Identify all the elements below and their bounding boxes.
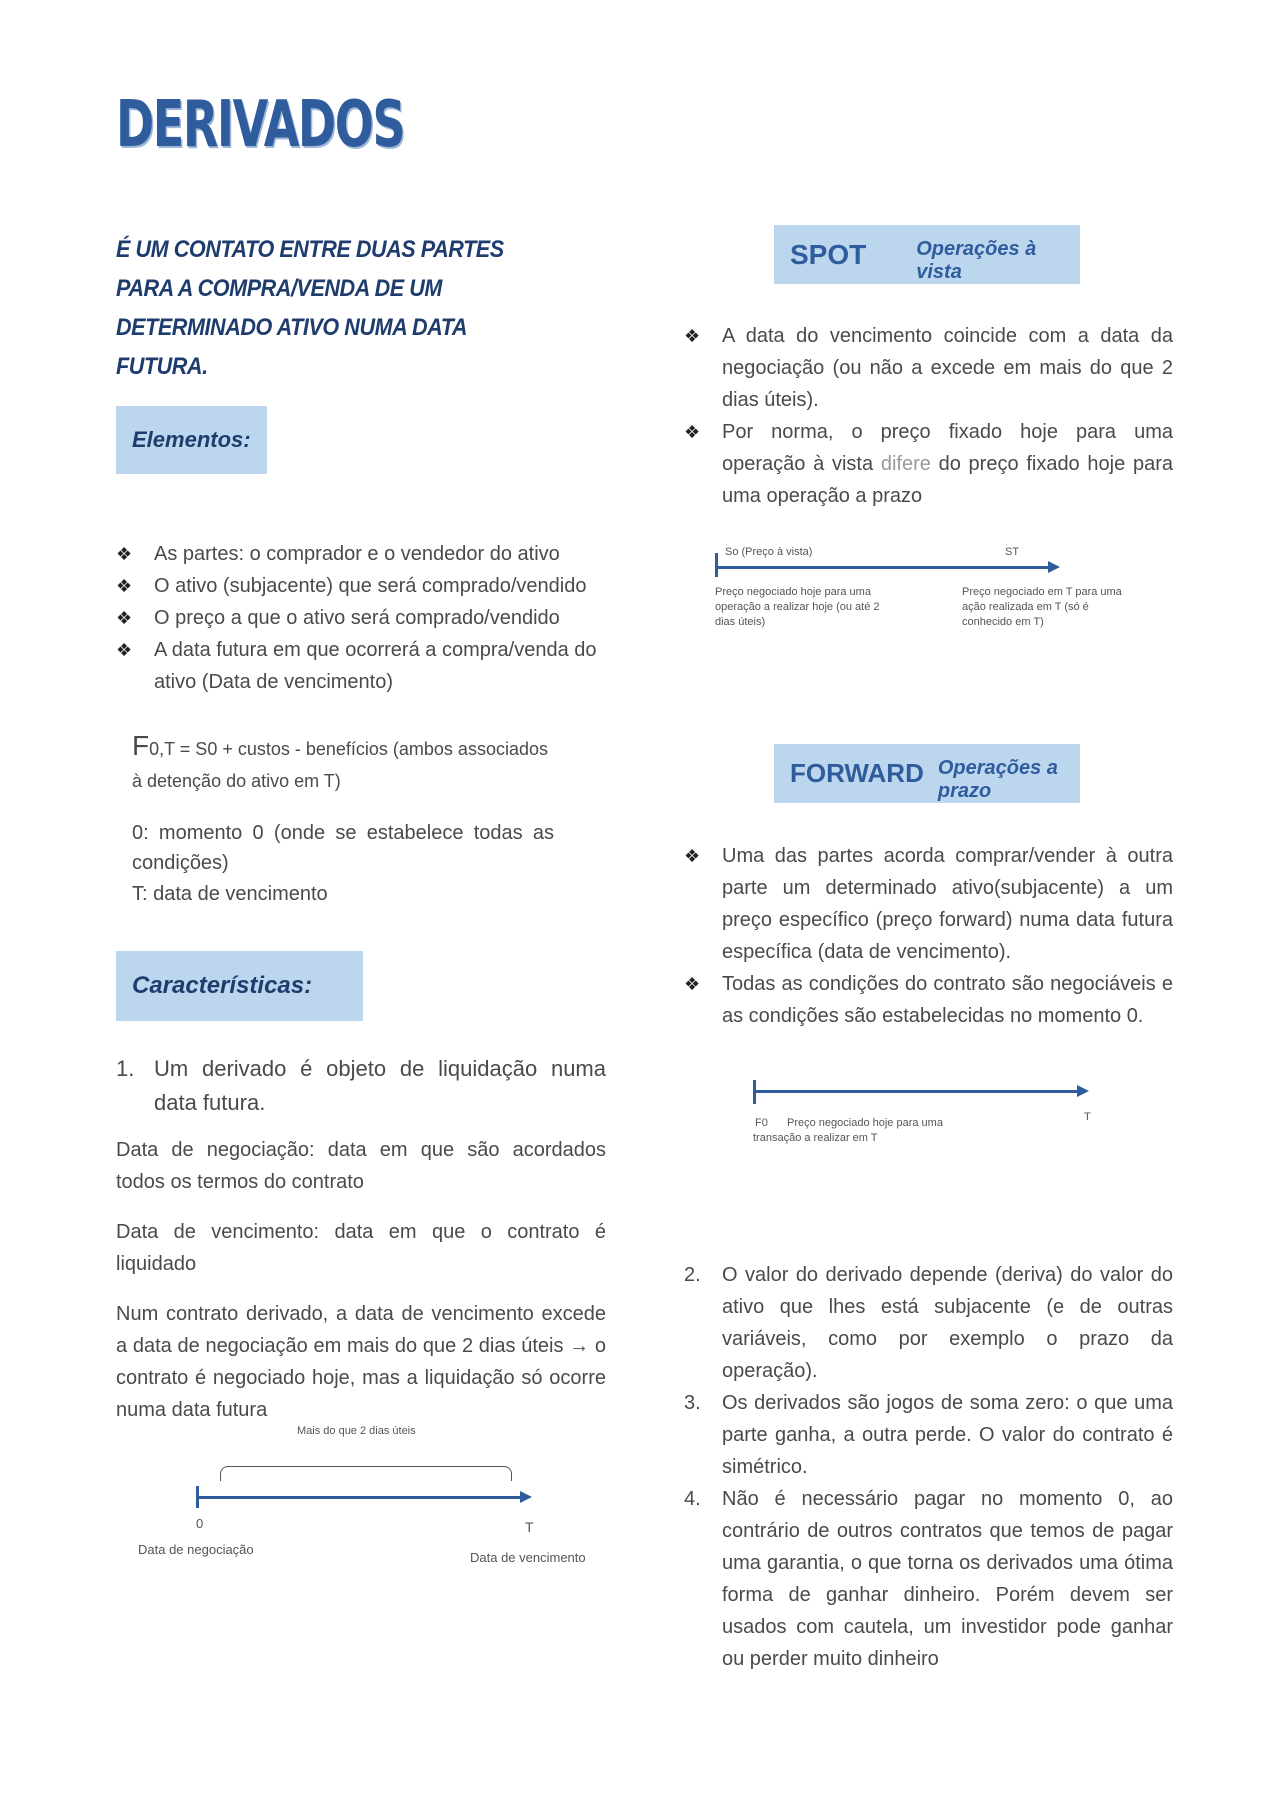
formula-symbol: F	[132, 730, 150, 761]
list-item: ❖ As partes: o comprador e o vendedor do ativo	[116, 538, 606, 570]
label-f0: F0	[755, 1117, 768, 1129]
forward-title: FORWARD	[790, 758, 924, 788]
item-text: Um derivado é objeto de liquidação numa data futura.	[154, 1056, 606, 1115]
forward-subtitle: Operações a prazo	[937, 756, 1058, 802]
tick	[715, 553, 718, 577]
forward-diagram	[753, 1080, 1103, 1160]
list-item: ❖ Todas as condições do contrato são negociáveis e as condições são estabelecidas no momento 0.	[684, 968, 1173, 1032]
list-item	[684, 1387, 1173, 1483]
tick	[196, 1486, 199, 1508]
timeline-axis	[198, 1496, 523, 1499]
brace-label: Mais do que 2 dias úteis	[297, 1425, 416, 1437]
formula-t: T: data de vencimento	[132, 883, 328, 905]
text: Por norma, o preço fixado hoje para uma operação à vista	[722, 421, 1173, 475]
label-right: Preço negociado em T para uma ação realizada em T (só é conhecido em T)	[962, 586, 1122, 628]
list-item	[684, 416, 1173, 512]
arrow-icon	[1077, 1085, 1089, 1097]
arrow-icon	[520, 1491, 532, 1503]
arrow-icon	[1048, 561, 1060, 573]
item-number: 1.	[116, 1056, 135, 1081]
forward-list	[684, 840, 1173, 1032]
list-item: ❖ A data do vencimento coincide com a data da negociação (ou não a excede em mais do que 2 dias úteis).	[684, 320, 1173, 416]
item-number: 3.	[684, 1392, 701, 1414]
item-number: 4.	[684, 1488, 701, 1510]
label-end: Data de vencimento	[470, 1550, 586, 1565]
elementos-list	[116, 538, 606, 698]
label-left: Preço negociado hoje para uma operação a realizar hoje (ou até 2 dias úteis)	[715, 586, 880, 628]
label-t: T	[525, 1519, 534, 1535]
paragraph: Num contrato derivado, a data de vencimento excede a data de negociação em mais do que 2 dias úteis → o contrato é negociado hoje, mas a liquidação só ocorre numa data futura	[116, 1303, 606, 1421]
formula-text: = S0 + custos - benefícios (ambos associados à detenção do ativo em T)	[132, 739, 548, 791]
caracteristicas-body	[116, 1052, 606, 1444]
timeline-axis	[715, 566, 1050, 569]
spot-subtitle: Operações à vista	[916, 237, 1037, 283]
label-s0: So (Preço à vista)	[725, 546, 813, 558]
timeline-axis	[753, 1090, 1079, 1093]
list-item: ❖ Uma das partes acorda comprar/vender à outra parte um determinado ativo(subjacente) a um preço específico (preço forward) numa data futura específica (data de vencimento).	[684, 840, 1173, 968]
text-highlight: difere	[880, 453, 931, 475]
forward-heading	[774, 744, 1080, 803]
formula	[132, 730, 562, 797]
item-number: 2.	[684, 1264, 701, 1286]
list-item	[684, 1259, 1173, 1387]
item-text: Não é necessário pagar no momento 0, ao contrário de outros contratos que temos de pagar uma garantia, o que torna os derivados uma ótima forma de ganhar dinheiro. Porém devem ser usados com cautela, um investidor pode ganhar ou perder muito dinheiro	[722, 1488, 1173, 1670]
item-text: Os derivados são jogos de soma zero: o que uma parte ganha, a outra perde. O valor do contrato é simétrico.	[722, 1392, 1173, 1478]
spot-diagram	[715, 543, 1165, 643]
definition: É UM CONTATO ENTRE DUAS PARTES PARA A COMPRA/VENDA DE UM DETERMINADO ATIVO NUMA DATA FUTURA.	[116, 236, 504, 380]
paragraph: Data de vencimento: data em que o contrato é liquidado	[116, 1221, 606, 1275]
page-title: DERIVADOS	[116, 88, 405, 162]
formula-zero: 0: momento 0 (onde se estabelece todas as condições)	[132, 822, 554, 874]
text: do preço fixado hoje para uma operação a prazo	[722, 453, 1173, 507]
caracteristicas-heading: Características:	[116, 951, 363, 1021]
elementos-heading: Elementos:	[116, 406, 267, 474]
brace	[220, 1466, 512, 1481]
label-zero: 0	[196, 1516, 204, 1531]
spot-title: SPOT	[790, 238, 867, 270]
paragraph: Data de negociação: data em que são acordados todos os termos do contrato	[116, 1139, 606, 1193]
list-item: ❖ A data futura em que ocorrerá a compra/venda do ativo (Data de vencimento)	[116, 634, 606, 698]
label-text: Preço negociado hoje para uma transação a realizar em T	[753, 1117, 943, 1144]
formula-sub: 0,T	[149, 739, 175, 759]
list-item: ❖ O preço a que o ativo será comprado/vendido	[116, 602, 606, 634]
label-t: T	[1084, 1111, 1091, 1123]
list-item	[684, 1483, 1173, 1675]
label-st: ST	[1005, 546, 1020, 558]
spot-heading	[774, 225, 1080, 284]
timeline-diagram-left	[130, 1420, 610, 1570]
numbered-list	[684, 1259, 1173, 1675]
label-start: Data de negociação	[138, 1542, 254, 1557]
list-item: ❖ O ativo (subjacente) que será comprado/vendido	[116, 570, 606, 602]
spot-list	[684, 320, 1173, 512]
item-text: O valor do derivado depende (deriva) do valor do ativo que lhes está subjacente (e de outras variáveis, como por exemplo o prazo da operação).	[722, 1264, 1173, 1382]
